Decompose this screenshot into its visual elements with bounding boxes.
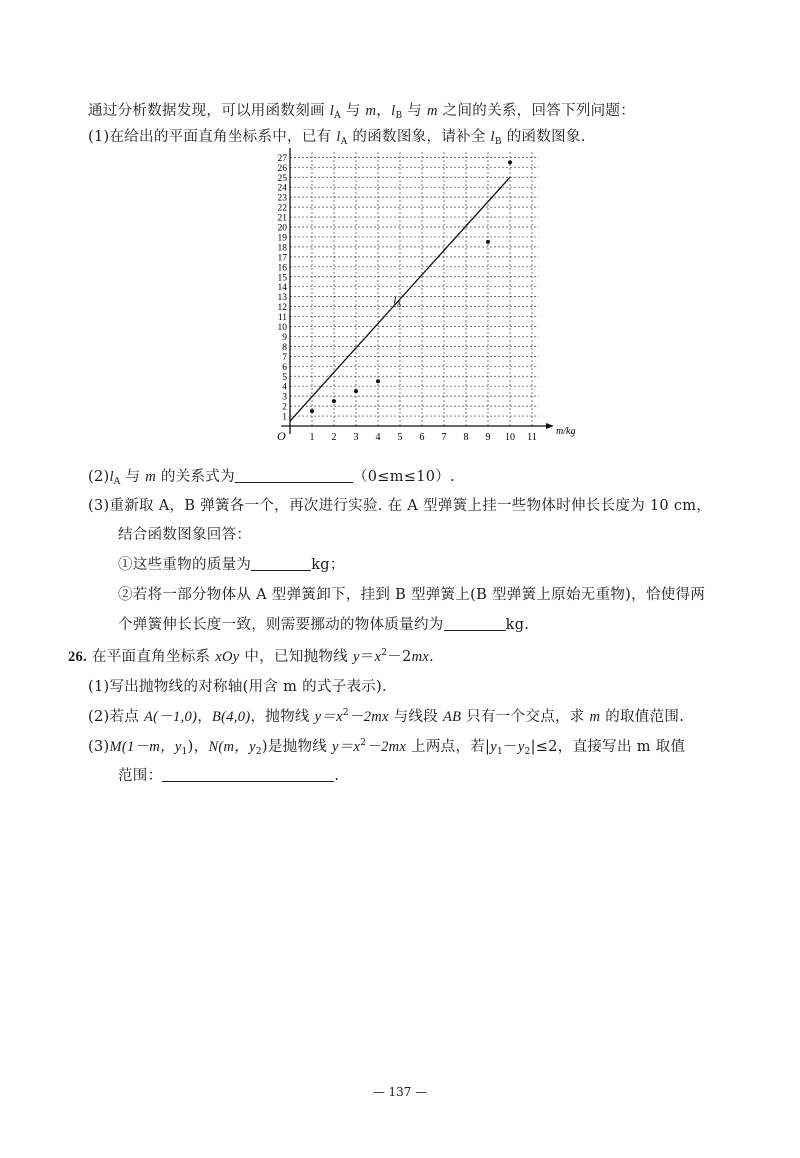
data-point-lB	[486, 240, 490, 244]
y-tick-label: 25	[277, 173, 287, 184]
x-tick-label: 4	[375, 432, 381, 443]
question-2: $(2)l_A$ 与 m 的关系式为 （0≤m≤10）.	[88, 469, 455, 487]
y-tick-label: 3	[282, 392, 287, 403]
chart-axes	[281, 148, 554, 434]
question-26-part3: (3)M(1－m，$y_1$)，N(m，$y_2$)是抛物线 $y=x^2-2mx$ 上两点，若$|y_1-y_2|\le 2$，直接写出 m 取值	[88, 738, 686, 757]
data-point-lB	[310, 409, 314, 413]
y-tick-label: 14	[277, 283, 287, 294]
line-label-lA: $l_A$	[393, 294, 402, 309]
y-tick-label: 19	[277, 233, 287, 244]
answer-blank-q26-3[interactable]	[162, 767, 334, 782]
data-point-lB	[332, 399, 336, 403]
question-3-part1: ①这些重物的质量为 kg；	[118, 557, 345, 573]
question-3-part2-line2: 个弹簧伸长长度一致，则需要挪动的物体质量约为 kg.	[118, 617, 530, 633]
y-tick-label: 6	[282, 362, 287, 373]
x-tick-label: 3	[353, 432, 359, 443]
y-tick-label: 24	[277, 183, 287, 194]
question-26-part1: (1)写出抛物线的对称轴(用含 m 的式子表示).	[88, 679, 387, 695]
y-tick-label: 12	[277, 303, 287, 314]
y-tick-label: 4	[282, 382, 287, 393]
question-3-part2-line1: ②若将一部分物体从 A 型弹簧卸下，挂到 B 型弹簧上(B 型弹簧上原始无重物)，恰使得两	[118, 587, 706, 603]
y-tick-label: 1	[282, 412, 287, 423]
y-tick-label: 15	[277, 273, 287, 284]
data-point-lB	[376, 379, 380, 383]
intro-text: 通过分析数据发现，可以用函数刻画 $l_A$ 与 m，$l_B$ 与 m 之间的关系，回答下列问题：	[88, 103, 636, 121]
x-axis-label: m/kg	[556, 426, 576, 437]
question-1: (1)在给出的平面直角坐标系中，已有 $l_A$ 的函数图象，请补全 $l_B$ 的函数图象.	[88, 129, 586, 147]
x-tick-label: 7	[441, 432, 447, 443]
y-tick-label: 5	[282, 372, 287, 383]
y-tick-label: 27	[277, 153, 287, 164]
question-3-line1: (3)重新取 A，B 弹簧各一个，再次进行实验. 在 A 型弹簧上挂一些物体时伸长长度为 10 cm，	[88, 498, 712, 514]
data-point-lB	[508, 160, 512, 164]
x-tick-label: 2	[331, 432, 337, 443]
y-tick-label: 18	[277, 243, 287, 254]
y-tick-label: 11	[277, 313, 287, 324]
question-3-line2: 结合函数图象回答：	[118, 527, 252, 543]
data-point-lB	[354, 389, 358, 393]
answer-blank-q3-1[interactable]	[251, 556, 311, 571]
answer-blank-q3-2[interactable]	[444, 616, 506, 631]
function-chart	[265, 148, 585, 453]
y-tick-label: 2	[282, 402, 287, 413]
question-26-stem: 26. 在平面直角坐标系 xOy 中，已知抛物线 $y=x^2-2mx$.	[68, 648, 435, 665]
x-tick-label: 9	[485, 432, 491, 443]
x-tick-label: 6	[419, 432, 425, 443]
y-tick-label: 21	[277, 213, 287, 224]
y-tick-label: 23	[277, 193, 287, 204]
y-tick-label: 7	[282, 352, 287, 363]
y-tick-label: 8	[282, 342, 287, 353]
y-tick-label: 22	[277, 203, 287, 214]
y-tick-label: 20	[277, 223, 287, 234]
y-tick-label: 16	[277, 263, 287, 274]
question-26-part2: (2)若点 A(－1,0)，B(4,0)，抛物线 $y=x^2-2mx$ 与线段 AB 只有一个交点，求 m 的取值范围.	[88, 708, 685, 725]
y-tick-label: 10	[277, 323, 287, 333]
page-number: — 137 —	[372, 1085, 428, 1099]
chart-grid	[290, 151, 539, 426]
y-tick-label: 13	[277, 293, 287, 304]
x-axis-arrow	[546, 423, 554, 429]
x-tick-label: 1	[309, 432, 315, 443]
y-tick-label: 17	[277, 253, 287, 264]
question-26-part3-line2: 范围： .	[118, 768, 340, 784]
y-tick-label: 26	[277, 163, 287, 174]
x-tick-label: 5	[397, 432, 403, 443]
origin-label: O	[277, 429, 286, 443]
x-tick-label: 8	[463, 432, 469, 443]
chart-series	[290, 160, 512, 421]
y-tick-label: 9	[282, 332, 287, 343]
answer-blank-q2[interactable]	[235, 468, 353, 483]
x-tick-label: 11	[527, 432, 537, 443]
x-tick-label: 10	[505, 432, 515, 443]
